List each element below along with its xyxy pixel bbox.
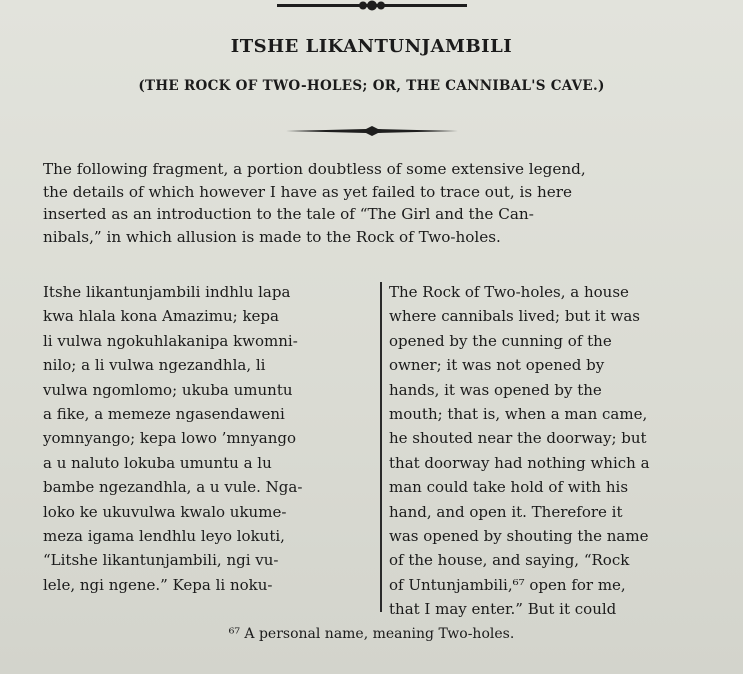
zulu-line: nilo; a li vulwa ngezandhla, li	[43, 356, 266, 375]
middle-ornament-rule	[286, 124, 458, 138]
zulu-line: a u naluto lokuba umuntu a lu	[43, 453, 272, 472]
zulu-line: Itshe likantunjambili indhlu lapa	[43, 283, 291, 301]
zulu-line: bambe ngezandhla, a u vule. Nga-	[43, 478, 303, 497]
footnote: ⁶⁷ A personal name, meaning Two-holes.	[228, 626, 515, 642]
english-line: was opened by shouting the name	[389, 527, 649, 546]
zulu-line: vulwa ngomlomo; ukuba umuntu	[43, 380, 293, 399]
english-line: man could take hold of with his	[389, 478, 629, 497]
english-line: The Rock of Two-holes, a house	[389, 283, 629, 301]
english-line: that doorway had nothing which a	[389, 453, 650, 472]
zulu-line: yomnyango; kepa lowo ’mnyango	[43, 429, 297, 448]
zulu-line: meza igama lendhlu leyo lokuti,	[43, 527, 285, 546]
zulu-text-column	[43, 280, 373, 597]
english-line: owner; it was not opened by	[389, 356, 605, 375]
intro-line: The following fragment, a portion doubtless of some extensive legend,	[43, 160, 586, 178]
english-line: that I may enter.” But it could	[389, 600, 617, 619]
page-subtitle: (THE ROCK OF TWO-HOLES; OR, THE CANNIBAL'S CAVE.)	[138, 78, 605, 94]
english-text-column	[389, 280, 729, 622]
english-line: mouth; that is, when a man came,	[389, 405, 648, 424]
zulu-line: loko ke ukuvulwa kwalo ukume-	[43, 502, 287, 521]
zulu-line: a fike, a memeze ngasendaweni	[43, 405, 285, 424]
english-line: he shouted near the doorway; but	[389, 429, 647, 448]
zulu-line: kwa hlala kona Amazimu; kepa	[43, 307, 279, 326]
column-divider	[380, 282, 382, 612]
intro-paragraph	[43, 158, 719, 248]
page-title: ITSHE LIKANTUNJAMBILI	[230, 36, 513, 57]
english-line: hand, and open it. Therefore it	[389, 502, 623, 521]
intro-line: the details of which however I have as yet failed to trace out, is here	[43, 182, 572, 201]
english-line: of Untunjambili,⁶⁷ open for me,	[389, 575, 626, 594]
intro-line: nibals,” in which allusion is made to the Rock of Two-holes.	[43, 227, 501, 246]
top-ornament-rule	[277, 0, 467, 14]
zulu-line: “Litshe likantunjambili, ngi vu-	[43, 551, 279, 570]
zulu-line: li vulwa ngokuhlakanipa kwomni-	[43, 331, 298, 350]
english-line: opened by the cunning of the	[389, 331, 612, 350]
english-line: of the house, and saying, “Rock	[389, 551, 630, 570]
english-line: where cannibals lived; but it was	[389, 307, 640, 326]
english-line: hands, it was opened by the	[389, 380, 602, 399]
zulu-line: lele, ngi ngene.” Kepa li noku-	[43, 575, 273, 594]
intro-line: inserted as an introduction to the tale of “The Girl and the Can-	[43, 205, 534, 223]
